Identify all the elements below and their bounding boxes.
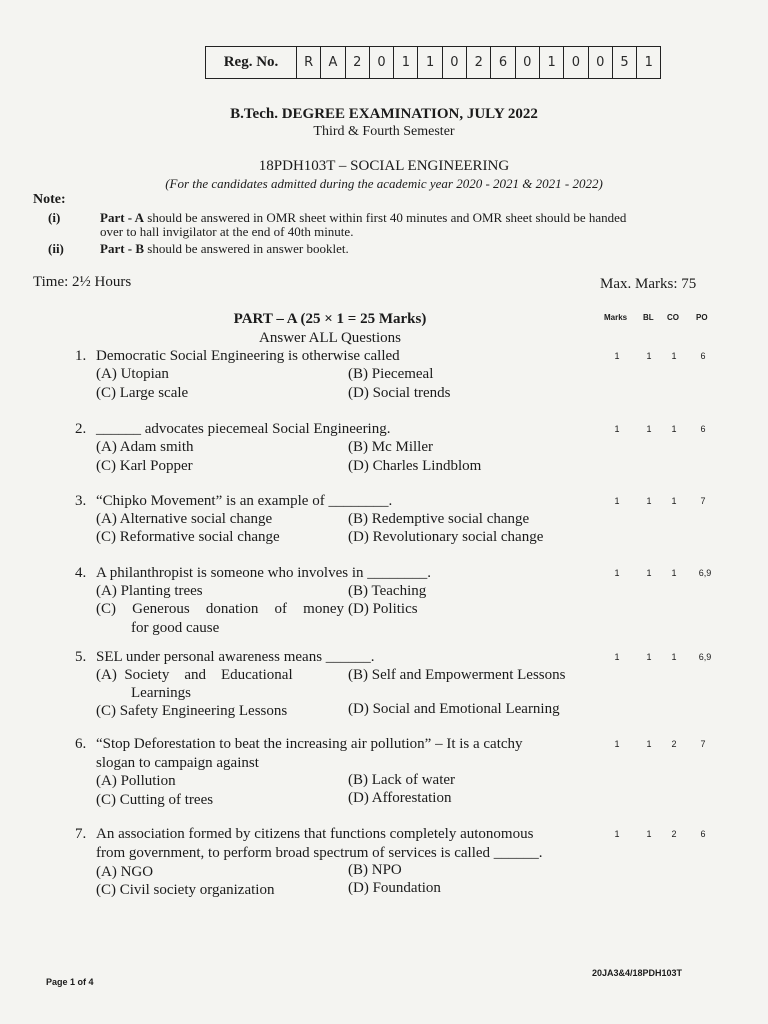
bl-value: 1 bbox=[646, 739, 652, 749]
question-text: A philanthropist is someone who involves in ________. bbox=[96, 565, 431, 581]
col-po: PO bbox=[696, 313, 708, 322]
option-c: (C) Reformative social change bbox=[96, 529, 280, 545]
marks-value: 1 bbox=[614, 351, 620, 361]
bl-value: 1 bbox=[646, 568, 652, 578]
reg-digit: 2 bbox=[346, 47, 370, 78]
bl-value: 1 bbox=[646, 351, 652, 361]
paper-code: 20JA3&4/18PDH103T bbox=[592, 968, 683, 978]
option-c: (C) Karl Popper bbox=[96, 458, 193, 474]
part-a-instruction: Answer ALL Questions bbox=[259, 330, 401, 346]
option-b: (B) Teaching bbox=[348, 583, 427, 599]
co-value: 2 bbox=[671, 829, 677, 839]
question-number: 3. bbox=[75, 493, 87, 509]
reg-digit: 5 bbox=[613, 47, 637, 78]
question-text: ______ advocates piecemeal Social Engineering. bbox=[96, 421, 391, 437]
option-d: (D) Afforestation bbox=[348, 790, 452, 806]
exam-title: B.Tech. DEGREE EXAMINATION, JULY 2022 bbox=[230, 106, 538, 122]
reg-digit: 0 bbox=[516, 47, 540, 78]
reg-digit: A bbox=[321, 47, 345, 78]
option-d: (D) Revolutionary social change bbox=[348, 529, 544, 545]
course-title: 18PDH103T – SOCIAL ENGINEERING bbox=[258, 158, 510, 174]
reg-digit: 0 bbox=[564, 47, 588, 78]
marks-value: 1 bbox=[614, 829, 620, 839]
option-d: (D) Social trends bbox=[348, 385, 451, 401]
note-text: should be answered in answer booklet. bbox=[144, 241, 349, 256]
option-d: (D) Politics bbox=[348, 601, 418, 617]
option-b: (B) Mc Miller bbox=[348, 439, 433, 455]
po-value: 7 bbox=[700, 739, 706, 749]
marks-value: 1 bbox=[614, 652, 620, 662]
question-text: An association formed by citizens that functions completely autonomous bbox=[96, 826, 534, 842]
semester: Third & Fourth Semester bbox=[313, 124, 455, 139]
question-number: 2. bbox=[75, 421, 87, 437]
question-number: 7. bbox=[75, 826, 87, 842]
po-value: 6 bbox=[700, 424, 706, 434]
co-value: 1 bbox=[671, 351, 677, 361]
note-num: (ii) bbox=[48, 241, 64, 256]
reg-number-box bbox=[205, 46, 661, 79]
marks-value: 1 bbox=[614, 496, 620, 506]
co-value: 1 bbox=[671, 568, 677, 578]
note-num: (i) bbox=[48, 210, 61, 225]
option-c: (C) Civil society organization bbox=[96, 882, 275, 898]
reg-number-label: Reg. No. bbox=[206, 47, 297, 78]
question-6 bbox=[0, 735, 768, 810]
option-d: (D) Foundation bbox=[348, 880, 441, 896]
max-marks: Max. Marks: 75 bbox=[600, 276, 697, 292]
question-number: 5. bbox=[75, 649, 87, 665]
note-text: should be answered in OMR sheet within first 40 minutes and OMR sheet should be handed bbox=[144, 210, 627, 225]
question-text-continued: from government, to perform broad spectrum of services is called ______. bbox=[96, 845, 543, 861]
po-value: 6 bbox=[700, 351, 706, 361]
option-c: (C) Cutting of trees bbox=[96, 792, 214, 808]
option-a-continued: Learnings bbox=[131, 685, 191, 701]
reg-digit: 0 bbox=[370, 47, 394, 78]
col-bl: BL bbox=[643, 313, 654, 322]
note-bold: Part - B bbox=[100, 241, 145, 256]
bl-value: 1 bbox=[646, 829, 652, 839]
bl-value: 1 bbox=[646, 424, 652, 434]
question-text: Democratic Social Engineering is otherwise called bbox=[96, 348, 400, 364]
option-c: (C) Generous donation of money bbox=[96, 601, 344, 617]
marks-value: 1 bbox=[614, 739, 620, 749]
admitted-note: (For the candidates admitted during the academic year 2020 - 2021 & 2021 - 2022) bbox=[165, 176, 603, 191]
option-a: (A) Society and Educational bbox=[96, 667, 293, 683]
option-c-continued: for good cause bbox=[131, 620, 220, 636]
co-value: 1 bbox=[671, 652, 677, 662]
option-a: (A) NGO bbox=[96, 864, 154, 880]
question-number: 1. bbox=[75, 348, 87, 364]
bl-value: 1 bbox=[646, 496, 652, 506]
po-value: 6 bbox=[700, 829, 706, 839]
question-text: “Chipko Movement” is an example of ________. bbox=[96, 493, 393, 509]
option-a: (A) Planting trees bbox=[96, 583, 203, 599]
option-a: (A) Alternative social change bbox=[96, 511, 273, 527]
note-title: Note: bbox=[33, 192, 66, 207]
note-bold: Part - A bbox=[100, 210, 145, 225]
option-b: (B) NPO bbox=[348, 862, 402, 878]
po-value: 7 bbox=[700, 496, 706, 506]
note-item-2 bbox=[48, 241, 728, 257]
question-3 bbox=[0, 492, 768, 552]
marks-value: 1 bbox=[614, 424, 620, 434]
option-b: (B) Lack of water bbox=[348, 772, 456, 788]
po-value: 6,9 bbox=[698, 652, 712, 662]
question-7 bbox=[0, 825, 768, 900]
marks-value: 1 bbox=[614, 568, 620, 578]
option-a: (A) Utopian bbox=[96, 366, 169, 382]
reg-digit: 6 bbox=[491, 47, 515, 78]
po-value: 6,9 bbox=[698, 568, 712, 578]
question-4 bbox=[0, 564, 768, 639]
note-cont: over to hall invigilator at the end of 40th minute. bbox=[100, 224, 354, 239]
reg-digit: R bbox=[297, 47, 321, 78]
reg-digit: 1 bbox=[644, 55, 653, 70]
question-number: 4. bbox=[75, 565, 87, 581]
question-text-continued: slogan to campaign against bbox=[96, 755, 259, 771]
option-b: (B) Redemptive social change bbox=[348, 511, 530, 527]
reg-digit: 0 bbox=[589, 47, 613, 78]
bl-value: 1 bbox=[646, 652, 652, 662]
co-value: 2 bbox=[671, 739, 677, 749]
option-c: (C) Safety Engineering Lessons bbox=[96, 703, 288, 719]
option-a: (A) Adam smith bbox=[96, 439, 194, 455]
question-text: SEL under personal awareness means ______. bbox=[96, 649, 375, 665]
reg-digit: 1 bbox=[418, 47, 442, 78]
reg-digit: 0 bbox=[443, 47, 467, 78]
page-number: Page 1 of 4 bbox=[46, 977, 94, 987]
reg-digit: 1 bbox=[394, 47, 418, 78]
co-value: 1 bbox=[671, 424, 677, 434]
question-1 bbox=[0, 347, 768, 407]
col-marks: Marks bbox=[604, 313, 628, 322]
option-d: (D) Charles Lindblom bbox=[348, 458, 482, 474]
question-2 bbox=[0, 420, 768, 480]
option-a: (A) Pollution bbox=[96, 773, 176, 789]
option-b: (B) Piecemeal bbox=[348, 366, 434, 382]
option-c: (C) Large scale bbox=[96, 385, 189, 401]
part-a-title: PART – A (25 × 1 = 25 Marks) bbox=[233, 311, 427, 327]
question-number: 6. bbox=[75, 736, 87, 752]
reg-digit: 1 bbox=[540, 47, 564, 78]
question-text: “Stop Deforestation to beat the increasing air pollution” – It is a catchy bbox=[96, 736, 523, 752]
col-co: CO bbox=[667, 313, 679, 322]
option-d: (D) Social and Emotional Learning bbox=[348, 701, 560, 717]
option-b: (B) Self and Empowerment Lessons bbox=[348, 667, 566, 683]
time-allowed: Time: 2½ Hours bbox=[33, 274, 132, 290]
co-value: 1 bbox=[671, 496, 677, 506]
question-5 bbox=[0, 648, 768, 723]
reg-digit: 2 bbox=[467, 47, 491, 78]
